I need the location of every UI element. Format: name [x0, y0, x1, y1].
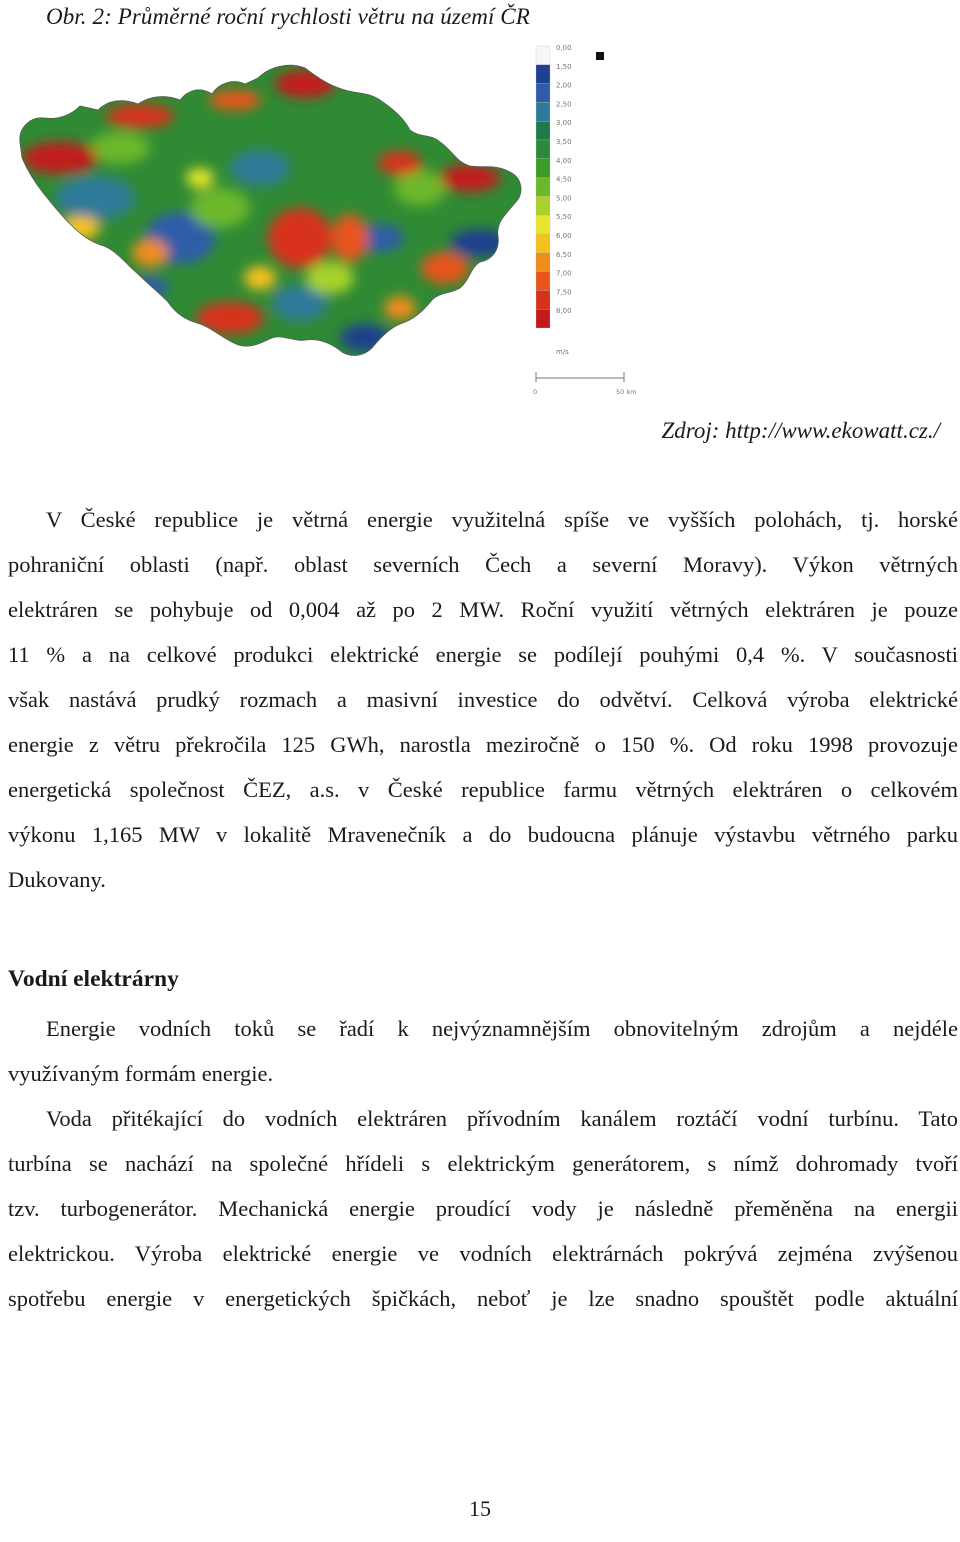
text-line: pohraniční oblasti (např. oblast severních Čech a severní Moravy). Výkon větrných — [8, 552, 958, 577]
text-line: elektrickou. Výroba elektrické energie ve vodních elektrárnách pokrývá zejména zvýšenou — [8, 1241, 958, 1266]
legend-swatch — [536, 309, 550, 328]
legend-value-label: 8,00 — [556, 307, 572, 316]
paragraph-hydro-plants — [8, 1102, 958, 1327]
legend-value-label: 3,00 — [556, 119, 572, 128]
legend-value-label: 0,00 — [556, 44, 572, 52]
legend-unit: m/s — [556, 348, 569, 356]
legend-swatch — [536, 102, 550, 121]
page-number: 15 — [469, 1496, 491, 1521]
legend-value-label: 6,50 — [556, 250, 572, 259]
text-line: energetická společnost ČEZ, a.s. v České republice farmu větrných elektráren o celkovém — [8, 777, 958, 802]
scale-end-label: 50 km — [616, 388, 637, 396]
legend-value-label: 2,50 — [556, 100, 572, 109]
figure-caption: Obr. 2: Průměrné roční rychlosti větru na území ČR — [46, 4, 530, 29]
legend-value-label: 5,00 — [556, 194, 572, 203]
legend-swatch — [536, 196, 550, 215]
legend-swatch — [536, 290, 550, 309]
legend-value-label: 4,50 — [556, 175, 572, 184]
figure-source: Zdroj: http://www.ekowatt.cz./ — [661, 418, 940, 443]
section-heading: Vodní elektrárny — [8, 966, 179, 992]
legend-value-label: 5,50 — [556, 213, 572, 222]
czech-republic-map — [0, 38, 560, 378]
legend-swatch — [536, 215, 550, 234]
legend-swatch — [536, 159, 550, 178]
text-line: Dukovany. — [8, 867, 106, 892]
scale-start-label: 0 — [533, 388, 538, 396]
legend-value-label: 2,00 — [556, 81, 572, 90]
legend-swatch — [536, 272, 550, 291]
text-line: tzv. turbogenerátor. Mechanická energie proudící vody je následně přeměněna na energii — [8, 1196, 958, 1221]
text-line: elektráren se pohybuje od 0,004 až po 2 MW. Roční využití větrných elektráren je pouze — [8, 597, 958, 622]
legend-swatch — [536, 65, 550, 84]
legend-swatch — [536, 46, 550, 65]
text-line: Voda přitékající do vodních elektráren přívodním kanálem roztáčí vodní turbínu. Tato — [46, 1106, 958, 1131]
legend-value-label: 3,50 — [556, 138, 572, 146]
text-line: výkonu 1,165 MW v lokalitě Mravenečník a do budoucna plánuje výstavbu větrného parku — [8, 822, 958, 847]
wind-speed-legend — [536, 44, 604, 356]
legend-swatch — [536, 234, 550, 253]
legend-value-label: 4,00 — [556, 156, 572, 165]
text-line: využívaným formám energie. — [8, 1061, 274, 1086]
legend-value-label: 7,50 — [556, 288, 572, 297]
legend-swatch — [536, 84, 550, 103]
wind-map-image — [0, 38, 700, 408]
legend-swatch — [536, 121, 550, 140]
paragraph-wind-energy — [8, 503, 958, 908]
text-line: 11 % a na celkové produkci elektrické energie se podílejí pouhými 0,4 %. V současnosti — [8, 642, 958, 667]
text-line: turbína se nachází na společné hřídeli s elektrickým generátorem, s nímž dohromady tvoří — [8, 1151, 958, 1176]
text-line: energie z větru překročila 125 GWh, narostla meziročně o 150 %. Od roku 1998 provozuje — [8, 732, 958, 757]
legend-swatch — [536, 253, 550, 272]
legend-value-label: 7,00 — [556, 269, 572, 278]
text-line: však nastává prudký rozmach a masivní investice do odvětví. Celková výroba elektrické — [8, 687, 958, 712]
legend-swatch — [536, 140, 550, 159]
legend-value-label: 6,00 — [556, 232, 572, 240]
legend-marker-square — [596, 52, 604, 60]
text-line: Energie vodních toků se řadí k nejvýznamnějším obnovitelným zdrojům a nejdéle — [46, 1016, 958, 1041]
scale-bar — [533, 372, 636, 396]
legend-swatch — [536, 178, 550, 197]
text-line: V České republice je větrná energie využitelná spíše ve vyšších polohách, tj. horské — [46, 507, 958, 532]
paragraph-water-energy — [8, 1012, 958, 1102]
text-line: spotřebu energie v energetických špičkách, neboť je lze snadno spouštět podle aktuální — [8, 1286, 958, 1311]
legend-value-label: 1,50 — [556, 62, 572, 71]
wind-speed-map-figure — [0, 38, 700, 408]
